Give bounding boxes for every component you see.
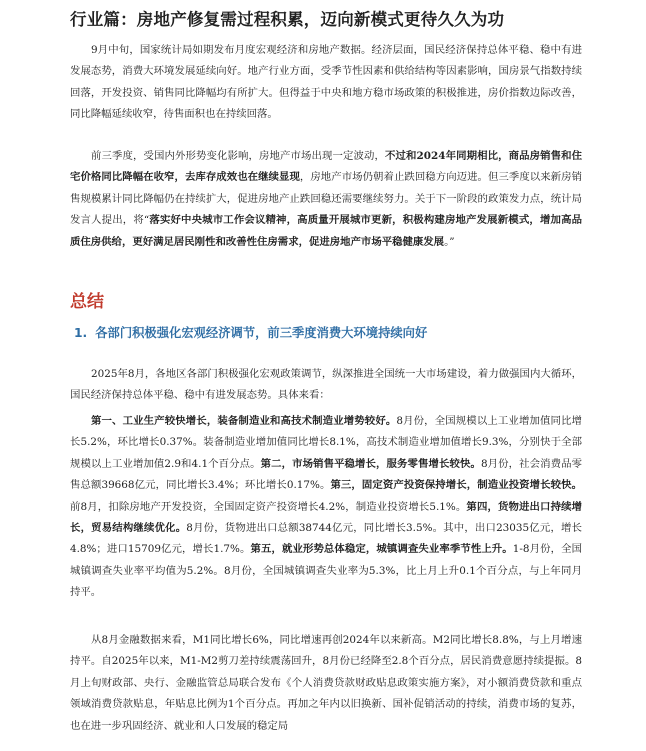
summary-heading: 总结 [70,292,104,312]
section-bold-text: 第五，就业形势总体稳定，城镇调查失业率季节性上升。 [250,543,513,556]
section-text: 1-8月份，全国城镇调查失业率平均值为5.2%。8月份，全国城镇调查失业率为5.3%，比上月上升0.1个百分点，与上年同月持平。 [70,543,582,599]
section-bold-text: 第一、工业生产较快增长，装备制造业和高技术制造业增势较好。 [91,415,397,427]
section-paragraph-3 [70,630,582,737]
section-number: 1. [74,326,88,340]
intro-paragraph-1 [70,40,582,126]
section-bold-text: 第四，货物进出口持续增长，贸易结构继续优化。 [70,500,583,535]
intro-text: 。” [444,235,455,248]
section-text: 8月份，货物进出口总额38744亿元，同比增长3.5%。其中，出口23035亿元，增长4.8%；进口15709亿元，增长1.7%。 [70,522,582,556]
section-bold-text: 第二，市场销售平稳增长，服务零售增长较快。 [260,457,481,470]
section-paragraph-1 [70,364,582,407]
section-text: 从8月金融数据来看，M1同比增长6%，同比增速再创2024年以来新高。M2同比增长8.8%，与上月增速持平。自2025年以来，M1-M2剪刀差持续震荡回升，8月份已经降至2.8个百分点，居民消费意愿持续提振。8月上旬财政部、央行、金融监管总局联合发布《个人消费贷款财政贴息政策实施方案》，对小额消费贷款和重点领域消费贷款贴息，年贴息比例为1个百分点。再加之年内以旧换新、国补促销活动的持续，消费市场的复苏，也在进一步巩固经济、就业和人口发展的稳定局 [70,634,582,732]
page-title: 行业篇：房地产修复需过程积累，迈向新模式更待久久为功 [70,10,505,29]
section-text: 2025年8月，各地区各部门积极强化宏观政策调节，纵深推进全国统一大市场建设，着力做强国内大循环，国民经济保持总体平稳、稳中有进发展态势。具体来看： [70,368,582,402]
section-paragraph-2 [70,411,582,604]
section-text: 前8月，扣除房地产开发投资，全国固定资产投资增长4.2%，制造业投资增长5.1%。 [70,500,467,513]
intro-text: 9月中旬，国家统计局如期发布月度宏观经济和房地产数据。经济层面，国民经济保持总体平稳、稳中有进发展态势，消费大环境发展延续向好。地产行业方面，受季节性因素和供给结构等因素影响，国房景气指数持续回落，开发投资、销售同比降幅均有所扩大。但得益于中央和地方稳市场政策的积极推进，房价指数边际改善，同比降幅延续收窄，待售面积也在持续回落。 [70,44,582,121]
intro-bold-text: 不过和2024年同期相比，商品房销售和住宅价格同比降幅在收窄，去库存成效也在继续显现 [70,150,582,184]
intro-bold-text: 落实好中央城市工作会议精神，高质量开展城市更新，积极构建房地产发展新模式，增加高品质住房供给，更好满足居民刚性和改善性住房需求，促进房地产市场平稳健康发展 [70,214,583,248]
section-bold-text: 第三，固定资产投资保持增长，制造业投资增长较快。 [330,479,583,492]
section-text: 8月份，社会消费品零售总额39668亿元，同比增长3.4%；环比增长0.17%。 [70,457,582,492]
section-heading [74,323,584,341]
intro-text: ，房地产市场仍朝着止跌回稳方向迈进。但三季度以来新房销售规模累计同比降幅仍在持续扩大，促进房地产止跌回稳还需要继续努力。关于下一阶段的政策发力点，统计局发言人提出，将“ [70,171,582,227]
intro-paragraph-2 [70,146,582,253]
intro-text: 前三季度，受国内外形势变化影响，房地产市场出现一定波动， [91,150,386,162]
section-text: 8月份，全国规模以上工业增加值同比增长5.2%，环比增长0.37%。装备制造业增加值同比增长8.1%，高技术制造业增加值增长9.3%，分别快于全部规模以上工业增加值2.9和4.1个百分点。 [70,415,582,470]
section-heading-text: 各部门积极强化宏观经济调节，前三季度消费大环境持续向好 [95,326,428,340]
